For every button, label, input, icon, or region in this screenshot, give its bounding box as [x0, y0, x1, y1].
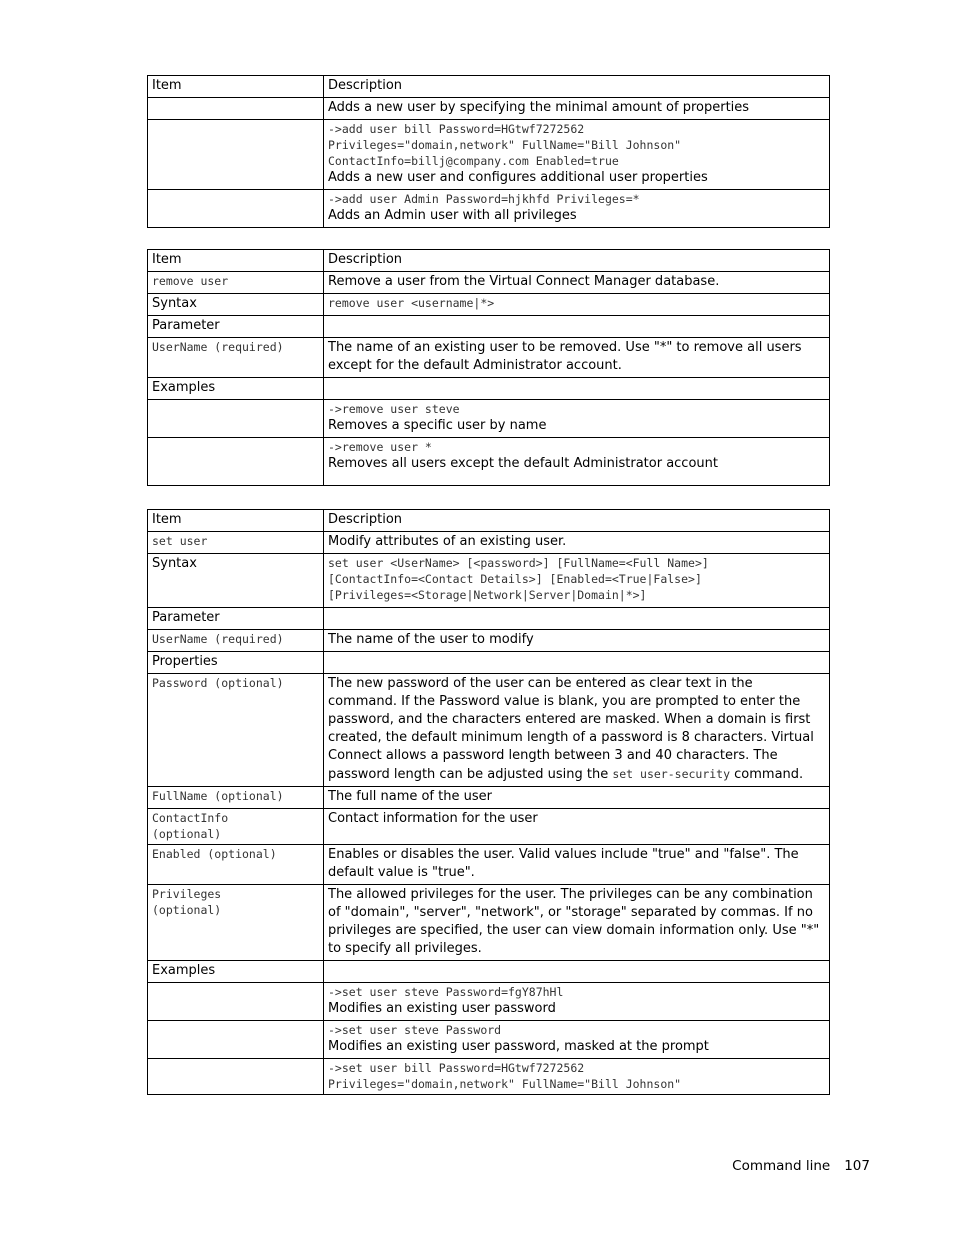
- example-description: Removes all users except the default Administrator account: [328, 456, 718, 471]
- table-row: [148, 190, 830, 228]
- row-description: Adds a new user by specifying the minimal amount of properties: [324, 98, 830, 120]
- table-row: [148, 983, 830, 1021]
- contactinfo-description: Contact information for the user: [324, 809, 830, 845]
- example-code: ->set user steve Password: [328, 1023, 502, 1037]
- table-header-row: [148, 250, 830, 272]
- password-description: The new password of the user can be entered as clear text in the command. If the Password value is blank, you are prompted to enter the password, and the characters entered are masked. When a domain is first created, the default minimum length of a password is 8 characters. Virtual Connect allows a password length between 3 and 40 characters. The password length can be adjusted using the: [328, 676, 814, 782]
- add-user-examples-table: [147, 75, 830, 228]
- param-description: The name of an existing user to be removed. Use "*" to remove all users except for the default Administrator account.: [324, 338, 830, 378]
- table-row: [148, 1059, 830, 1095]
- table-row: [148, 809, 830, 845]
- command-description: Remove a user from the Virtual Connect Manager database.: [324, 272, 830, 294]
- remove-user-table: [147, 249, 830, 486]
- table-row: [148, 674, 830, 787]
- header-description: Description: [324, 76, 830, 98]
- property-fullname: FullName (optional): [152, 789, 284, 803]
- enabled-description: Enables or disables the user. Valid values include "true" and "false". The default value is "true".: [324, 845, 830, 885]
- table-row: [148, 961, 830, 983]
- table-row: [148, 652, 830, 674]
- table-row: [148, 120, 830, 190]
- example-code: ->set user bill Password=HGtwf7272562 Privileges="domain,network" FullName="Bill Johnson": [328, 1061, 682, 1091]
- password-description-command: set user-security: [612, 767, 731, 781]
- syntax-code: set user <UserName> [<password>] [FullName=<Full Name>] [ContactInfo=<Contact Details>] [Enabled=<True|False>] [Privileges=<Storage|Network|Server|Domain|*>]: [328, 556, 709, 602]
- table-row: [148, 98, 830, 120]
- example-description: Modifies an existing user password: [328, 1001, 556, 1016]
- param-name: UserName (required): [152, 340, 284, 354]
- parameter-label: Parameter: [148, 316, 324, 338]
- property-contactinfo: ContactInfo (optional): [152, 811, 229, 841]
- example-description: Adds a new user and configures additional user properties: [328, 170, 708, 185]
- privileges-description: The allowed privileges for the user. The privileges can be any combination of "domain", "server", "network", or "storage" separated by commas. If no privileges are specified, the user can view domain information only. Use "*" to specify all privileges.: [324, 885, 830, 961]
- parameter-label: Parameter: [148, 608, 324, 630]
- example-description: Modifies an existing user password, masked at the prompt: [328, 1039, 709, 1054]
- syntax-label: Syntax: [148, 554, 324, 608]
- syntax-label: Syntax: [148, 294, 324, 316]
- table-header-row: [148, 510, 830, 532]
- table-row: [148, 294, 830, 316]
- properties-label: Properties: [148, 652, 324, 674]
- table-row: [148, 845, 830, 885]
- fullname-description: The full name of the user: [324, 787, 830, 809]
- footer-section: Command line: [732, 1158, 831, 1174]
- example-description: Adds an Admin user with all privileges: [328, 208, 577, 223]
- table-row: [148, 272, 830, 294]
- header-description: Description: [324, 250, 830, 272]
- password-description-end: command.: [730, 767, 804, 782]
- table-row: [148, 400, 830, 438]
- header-description: Description: [324, 510, 830, 532]
- syntax-code: remove user <username|*>: [328, 296, 495, 310]
- property-password: Password (optional): [152, 676, 284, 690]
- examples-label: Examples: [148, 378, 324, 400]
- header-item: Item: [148, 76, 324, 98]
- header-item: Item: [148, 510, 324, 532]
- table-row: [148, 378, 830, 400]
- table-row: [148, 885, 830, 961]
- table-row: [148, 554, 830, 608]
- example-description: Removes a specific user by name: [328, 418, 547, 433]
- table-row: [148, 438, 830, 486]
- page-footer: [732, 1158, 870, 1174]
- param-name: UserName (required): [152, 632, 284, 646]
- command-name: set user: [152, 534, 208, 548]
- property-enabled: Enabled (optional): [152, 847, 277, 861]
- table-header-row: [148, 76, 830, 98]
- property-privileges: Privileges (optional): [152, 887, 222, 917]
- table-row: [148, 1021, 830, 1059]
- example-code: ->add user bill Password=HGtwf7272562 Privileges="domain,network" FullName="Bill Johnson" ContactInfo=billj@company.com Enabled=true: [328, 122, 682, 168]
- set-user-table: [147, 509, 830, 1095]
- examples-label: Examples: [148, 961, 324, 983]
- header-item: Item: [148, 250, 324, 272]
- example-code: ->remove user steve: [328, 402, 460, 416]
- example-code: ->add user Admin Password=hjkhfd Privileges=*: [328, 192, 640, 206]
- command-description: Modify attributes of an existing user.: [324, 532, 830, 554]
- command-name: remove user: [152, 274, 229, 288]
- table-row: [148, 787, 830, 809]
- table-row: [148, 532, 830, 554]
- example-code: ->remove user *: [328, 440, 432, 454]
- page-number: 107: [844, 1158, 870, 1174]
- param-description: The name of the user to modify: [324, 630, 830, 652]
- table-row: [148, 316, 830, 338]
- table-row: [148, 338, 830, 378]
- table-row: [148, 630, 830, 652]
- example-code: ->set user steve Password=fgY87hHl: [328, 985, 564, 999]
- table-row: [148, 608, 830, 630]
